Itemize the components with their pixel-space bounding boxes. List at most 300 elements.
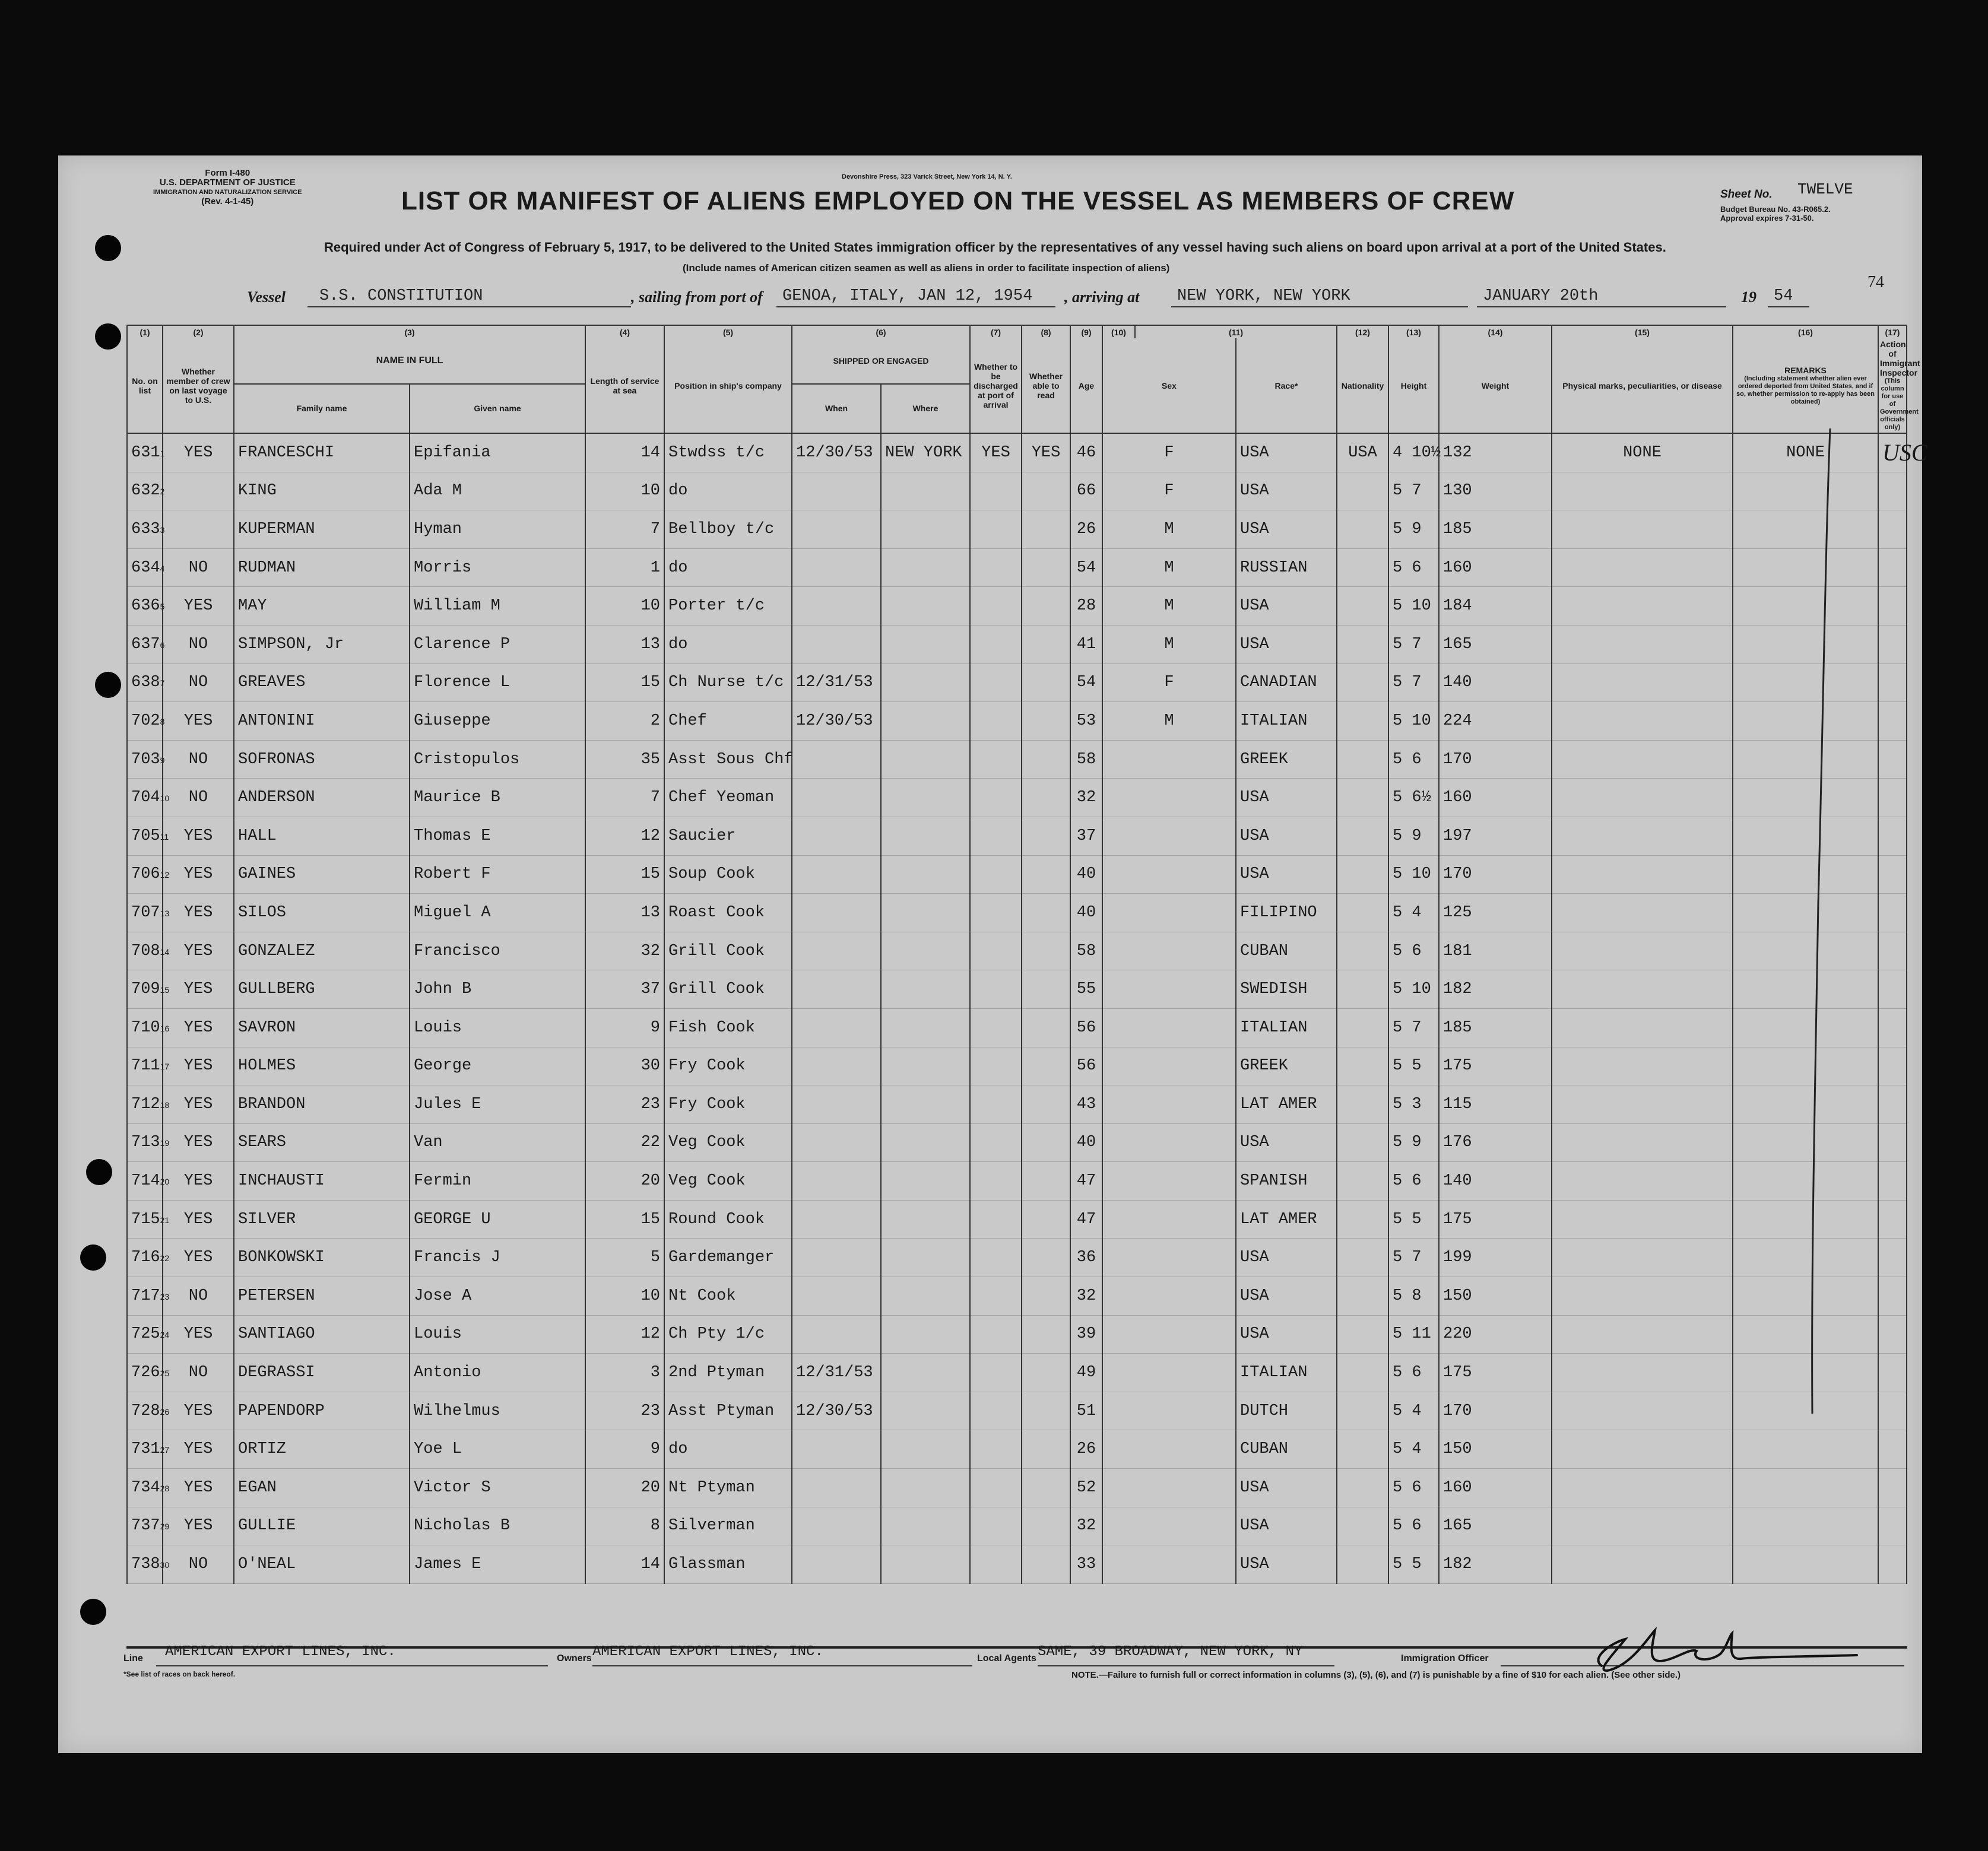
table-row	[127, 1392, 1907, 1430]
cell-given: William M	[410, 587, 585, 626]
cell-family: BONKOWSKI	[234, 1239, 410, 1277]
cell-discharged	[970, 855, 1022, 894]
cell-read	[1022, 1354, 1070, 1392]
cell-sex	[1102, 932, 1236, 970]
cell-family: BRANDON	[234, 1085, 410, 1124]
cell-when	[792, 1123, 881, 1162]
cell-height: 5 6	[1388, 740, 1439, 779]
cell-no	[127, 1085, 170, 1124]
cell-weight: 176	[1439, 1123, 1552, 1162]
cell-discharged	[970, 1392, 1022, 1430]
cell-position: Veg Cook	[664, 1123, 792, 1162]
list-number: 705	[131, 827, 160, 845]
cell-weight: 182	[1439, 1545, 1552, 1584]
cell-when	[792, 510, 881, 549]
cell-nationality	[1337, 702, 1388, 741]
cell-family: KING	[234, 472, 410, 510]
cell-weight: 140	[1439, 1162, 1552, 1201]
cell-read	[1022, 1162, 1070, 1201]
manifest-sheet	[58, 155, 1927, 1753]
cell-member: YES	[163, 1085, 234, 1124]
cell-no	[127, 548, 163, 587]
cell-given: Robert F	[410, 855, 585, 894]
cell-physical	[1552, 1008, 1733, 1047]
table-row	[127, 817, 1907, 855]
cell-nationality	[1337, 1392, 1388, 1430]
header-when: When	[792, 384, 881, 433]
cell-discharged	[970, 548, 1022, 587]
cell-weight: 160	[1439, 548, 1552, 587]
list-number: 637	[131, 635, 160, 653]
cell-age: 28	[1070, 587, 1102, 626]
cell-given: Miguel A	[410, 894, 585, 932]
cell-no	[127, 1008, 170, 1047]
cell-age: 32	[1070, 1277, 1102, 1316]
cell-sex	[1102, 1507, 1236, 1545]
cell-member: YES	[163, 587, 234, 626]
cell-sex: F	[1102, 433, 1236, 472]
inspector-check-line	[1800, 428, 1919, 1615]
line-number: 26	[160, 1406, 170, 1417]
cell-weight: 182	[1439, 970, 1552, 1009]
cell-position: Soup Cook	[664, 855, 792, 894]
col-num-4: (4)	[585, 325, 664, 338]
cell-height: 5 10	[1388, 702, 1439, 741]
cell-family: SOFRONAS	[234, 740, 410, 779]
cell-given: Yoe L	[410, 1430, 585, 1469]
cell-race: RUSSIAN	[1236, 548, 1337, 587]
cell-physical	[1552, 625, 1733, 663]
list-number: 738	[131, 1555, 160, 1574]
line-value: AMERICAN EXPORT LINES, INC.	[165, 1644, 396, 1660]
cell-member: YES	[163, 932, 234, 970]
cell-where	[881, 702, 970, 741]
cell-discharged	[970, 779, 1022, 817]
cell-discharged	[970, 587, 1022, 626]
list-number: 712	[131, 1095, 160, 1113]
line-number: 20	[160, 1177, 170, 1187]
cell-given: George	[410, 1047, 585, 1085]
cell-position: do	[664, 1430, 792, 1469]
cell-family: ANDERSON	[234, 779, 410, 817]
cell-race: LAT AMER	[1236, 1085, 1337, 1124]
cell-weight: 130	[1439, 472, 1552, 510]
header-nationality: Nationality	[1337, 338, 1388, 433]
cell-read	[1022, 1507, 1070, 1545]
list-number: 633	[131, 520, 160, 538]
cell-physical	[1552, 1047, 1733, 1085]
cell-physical	[1552, 932, 1733, 970]
owners-label: Owners	[557, 1653, 592, 1663]
cell-height: 5 3	[1388, 1085, 1439, 1124]
cell-read	[1022, 548, 1070, 587]
cell-length: 20	[585, 1162, 664, 1201]
cell-given: Louis	[410, 1008, 585, 1047]
cell-read	[1022, 1277, 1070, 1316]
cell-weight: 165	[1439, 625, 1552, 663]
cell-nationality	[1337, 625, 1388, 663]
list-number: 703	[131, 750, 160, 769]
cell-no	[127, 1277, 170, 1316]
cell-no	[127, 1200, 170, 1239]
line-number: 13	[160, 908, 170, 918]
line-number: 6	[160, 640, 165, 650]
cell-no	[127, 1123, 170, 1162]
line-number: 3	[160, 525, 165, 535]
cell-read	[1022, 663, 1070, 702]
cell-family: DEGRASSI	[234, 1354, 410, 1392]
col-num-12: (12)	[1337, 325, 1388, 338]
col-num-14: (14)	[1439, 325, 1552, 338]
cell-weight: 197	[1439, 817, 1552, 855]
cell-no	[127, 779, 170, 817]
list-number: 707	[131, 903, 160, 922]
cell-when	[792, 1085, 881, 1124]
cell-physical	[1552, 1315, 1733, 1354]
cell-physical	[1552, 702, 1733, 741]
header-weight: Weight	[1439, 338, 1552, 433]
cell-weight: 160	[1439, 1469, 1552, 1507]
cell-nationality	[1337, 970, 1388, 1009]
cell-discharged	[970, 702, 1022, 741]
cell-read	[1022, 1200, 1070, 1239]
cell-sex	[1102, 1162, 1236, 1201]
cell-physical	[1552, 1430, 1733, 1469]
col-num-13: (13)	[1388, 325, 1439, 338]
cell-position: Asst Ptyman	[664, 1392, 792, 1430]
cell-weight: 220	[1439, 1315, 1552, 1354]
cell-given: Van	[410, 1123, 585, 1162]
cell-family: EGAN	[234, 1469, 410, 1507]
cell-member: NO	[163, 779, 234, 817]
header-sex: Sex	[1102, 338, 1236, 433]
cell-height: 5 9	[1388, 817, 1439, 855]
cell-nationality	[1337, 1315, 1388, 1354]
line-number: 12	[160, 870, 170, 880]
cell-nationality	[1337, 1277, 1388, 1316]
cell-height: 5 5	[1388, 1200, 1439, 1239]
col-num-16: (16)	[1733, 325, 1878, 338]
cell-race: USA	[1236, 1123, 1337, 1162]
cell-no	[127, 1392, 170, 1430]
cell-position: do	[664, 625, 792, 663]
cell-no	[127, 817, 169, 855]
cell-no	[127, 472, 163, 510]
cell-length: 13	[585, 894, 664, 932]
cell-position: Porter t/c	[664, 587, 792, 626]
cell-physical	[1552, 1123, 1733, 1162]
cell-position: Grill Cook	[664, 970, 792, 1009]
cell-family: ANTONINI	[234, 702, 410, 741]
cell-no	[127, 1469, 170, 1507]
line-number: 28	[160, 1483, 170, 1493]
cell-age: 51	[1070, 1392, 1102, 1430]
cell-weight: 150	[1439, 1277, 1552, 1316]
cell-length: 23	[585, 1392, 664, 1430]
cell-height: 5 4	[1388, 1430, 1439, 1469]
line-number: 17	[160, 1062, 170, 1072]
cell-where	[881, 1315, 970, 1354]
cell-when	[792, 587, 881, 626]
arrival-year: 54	[1774, 287, 1793, 305]
cell-family: FRANCESCHI	[234, 433, 410, 472]
cell-race: USA	[1236, 1239, 1337, 1277]
cell-when	[792, 1469, 881, 1507]
cell-read	[1022, 1545, 1070, 1584]
punch-hole	[95, 672, 121, 698]
officer-signature	[1578, 1624, 1863, 1678]
cell-race: USA	[1236, 1277, 1337, 1316]
cell-race: USA	[1236, 510, 1337, 549]
cell-discharged	[970, 1200, 1022, 1239]
col-num-15: (15)	[1552, 325, 1733, 338]
header-action-title: Action of Immigrant Inspector	[1880, 339, 1920, 377]
cell-age: 54	[1070, 663, 1102, 702]
cell-where: NEW YORK	[881, 433, 970, 472]
owners-value: AMERICAN EXPORT LINES, INC.	[592, 1644, 823, 1660]
cell-race: CANADIAN	[1236, 663, 1337, 702]
budget-number: Budget Bureau No. 43-R065.2.	[1720, 205, 1831, 214]
penalty-note: NOTE.—Failure to furnish full or correct information in columns (3), (5), (6), and (7) is punishable by a fine of $10 for each alien. (See other side.)	[1071, 1670, 1681, 1680]
cell-physical	[1552, 587, 1733, 626]
cell-where	[881, 740, 970, 779]
cell-member: NO	[163, 740, 234, 779]
cell-family: HALL	[234, 817, 410, 855]
cell-read	[1022, 587, 1070, 626]
cell-race: SPANISH	[1236, 1162, 1337, 1201]
cell-member: YES	[163, 1315, 234, 1354]
cell-position: Nt Ptyman	[664, 1469, 792, 1507]
cell-member: YES	[163, 433, 234, 472]
punch-hole	[95, 323, 121, 350]
header-action-sub: (This column for use of Government officials only)	[1880, 377, 1919, 431]
cell-physical	[1552, 548, 1733, 587]
cell-when	[792, 1277, 881, 1316]
col-num-5: (5)	[664, 325, 792, 338]
cell-no	[127, 855, 170, 894]
cell-family: GREAVES	[234, 663, 410, 702]
table-row	[127, 433, 1907, 472]
cell-physical	[1552, 1239, 1733, 1277]
cell-physical	[1552, 1507, 1733, 1545]
cell-no	[127, 1354, 170, 1392]
table-row	[127, 1469, 1907, 1507]
cell-sex	[1102, 1430, 1236, 1469]
table-row	[127, 1354, 1907, 1392]
list-number: 632	[131, 482, 160, 500]
cell-length: 1	[585, 548, 664, 587]
cell-physical	[1552, 510, 1733, 549]
cell-no	[127, 1162, 170, 1201]
header-shipped-or-engaged: SHIPPED OR ENGAGED	[792, 338, 970, 384]
cell-age: 55	[1070, 970, 1102, 1009]
local-agents-label: Local Agents	[977, 1653, 1036, 1663]
cell-remarks: NONE	[1733, 433, 1878, 472]
cell-weight: 150	[1439, 1430, 1552, 1469]
cell-weight: 199	[1439, 1239, 1552, 1277]
cell-weight: 170	[1439, 1392, 1552, 1430]
table-row	[127, 587, 1907, 626]
cell-family: O'NEAL	[234, 1545, 410, 1584]
header-discharged: Whether to be discharged at port of arrival	[970, 338, 1022, 433]
cell-nationality	[1337, 855, 1388, 894]
cell-when	[792, 1545, 881, 1584]
cell-length: 12	[585, 1315, 664, 1354]
cell-when	[792, 1430, 881, 1469]
header-length-of-service: Length of service at sea	[585, 338, 664, 433]
cell-read	[1022, 970, 1070, 1009]
cell-member: NO	[163, 548, 234, 587]
cell-discharged	[970, 1469, 1022, 1507]
cell-nationality	[1337, 510, 1388, 549]
vessel-name: S.S. CONSTITUTION	[319, 287, 483, 305]
cell-physical	[1552, 663, 1733, 702]
cell-no	[127, 1545, 170, 1584]
cell-given: GEORGE U	[410, 1200, 585, 1239]
cell-age: 37	[1070, 817, 1102, 855]
header-given-name: Given name	[410, 384, 585, 433]
cell-nationality	[1337, 472, 1388, 510]
col-num-2: (2)	[163, 325, 234, 338]
cell-discharged	[970, 740, 1022, 779]
cell-length: 13	[585, 625, 664, 663]
cell-height: 5 6	[1388, 1469, 1439, 1507]
cell-no	[127, 702, 163, 741]
cell-race: USA	[1236, 1315, 1337, 1354]
cell-nationality	[1337, 817, 1388, 855]
cell-position: do	[664, 472, 792, 510]
cell-position: Veg Cook	[664, 1162, 792, 1201]
cell-read	[1022, 894, 1070, 932]
cell-nationality	[1337, 1123, 1388, 1162]
cell-sex: M	[1102, 587, 1236, 626]
punch-hole	[95, 235, 121, 261]
line-number: 9	[160, 755, 165, 765]
cell-weight: 175	[1439, 1200, 1552, 1239]
table-row	[127, 932, 1907, 970]
line-number: 23	[160, 1291, 170, 1301]
cell-family: GONZALEZ	[234, 932, 410, 970]
cell-position: Grill Cook	[664, 932, 792, 970]
cell-age: 53	[1070, 702, 1102, 741]
cell-given: Antonio	[410, 1354, 585, 1392]
cell-member: YES	[163, 970, 234, 1009]
document-subtitle-note: (Include names of American citizen seamen as well as aliens in order to facilitate inspection of aliens)	[683, 262, 1170, 274]
cell-age: 56	[1070, 1008, 1102, 1047]
cell-when	[792, 1162, 881, 1201]
cell-nationality	[1337, 1239, 1388, 1277]
list-number: 737	[131, 1517, 160, 1535]
cell-where	[881, 817, 970, 855]
cell-length: 35	[585, 740, 664, 779]
cell-nationality	[1337, 779, 1388, 817]
cell-sex	[1102, 1008, 1236, 1047]
list-number: 638	[131, 674, 160, 692]
cell-length: 23	[585, 1085, 664, 1124]
cell-family: SIMPSON, Jr	[234, 625, 410, 663]
cell-position: Saucier	[664, 817, 792, 855]
cell-read	[1022, 1085, 1070, 1124]
cell-given: Ada M	[410, 472, 585, 510]
cell-height: 5 10	[1388, 855, 1439, 894]
cell-weight: 175	[1439, 1354, 1552, 1392]
cell-age: 40	[1070, 855, 1102, 894]
cell-length: 12	[585, 817, 664, 855]
cell-weight: 160	[1439, 779, 1552, 817]
cell-weight: 184	[1439, 587, 1552, 626]
cell-given: Francis J	[410, 1239, 585, 1277]
cell-when	[792, 1200, 881, 1239]
header-member-last-voyage: Whether member of crew on last voyage to U.S.	[163, 338, 234, 433]
cell-physical	[1552, 740, 1733, 779]
header-able-to-read: Whether able to read	[1022, 338, 1070, 433]
cell-family: INCHAUSTI	[234, 1162, 410, 1201]
cell-sex	[1102, 894, 1236, 932]
cell-no	[127, 663, 163, 702]
cell-given: Maurice B	[410, 779, 585, 817]
cell-race: USA	[1236, 1507, 1337, 1545]
cell-position: Stwdss t/c	[664, 433, 792, 472]
cell-family: KUPERMAN	[234, 510, 410, 549]
cell-weight: 170	[1439, 855, 1552, 894]
cell-sex	[1102, 1315, 1236, 1354]
list-number: 714	[131, 1172, 160, 1190]
cell-read	[1022, 1008, 1070, 1047]
table-row	[127, 1239, 1907, 1277]
cell-length: 7	[585, 779, 664, 817]
cell-sex: F	[1102, 472, 1236, 510]
cell-sex	[1102, 817, 1236, 855]
cell-discharged	[970, 1008, 1022, 1047]
cell-no	[127, 625, 163, 663]
cell-member: YES	[163, 817, 234, 855]
document-title: LIST OR MANIFEST OF ALIENS EMPLOYED ON THE VESSEL AS MEMBERS OF CREW	[401, 186, 1515, 215]
cell-where	[881, 1162, 970, 1201]
cell-position: Gardemanger	[664, 1239, 792, 1277]
cell-read	[1022, 1392, 1070, 1430]
document-subtitle: Required under Act of Congress of February 5, 1917, to be delivered to the United States immigration officer by the representatives of any vessel having such aliens on board upon arrival at a port of the United States.	[324, 240, 1666, 255]
cell-length: 7	[585, 510, 664, 549]
cell-member: YES	[163, 1200, 234, 1239]
list-number: 717	[131, 1287, 160, 1305]
cell-when	[792, 1315, 881, 1354]
cell-length: 15	[585, 663, 664, 702]
cell-sex: M	[1102, 510, 1236, 549]
port-of-departure: GENOA, ITALY, JAN 12, 1954	[782, 287, 1033, 305]
cell-sex: M	[1102, 548, 1236, 587]
table-row	[127, 510, 1907, 549]
col-num-9: (9)	[1070, 325, 1102, 338]
sheet-label: Sheet No.	[1720, 188, 1773, 201]
cell-weight: 170	[1439, 740, 1552, 779]
budget-info	[1720, 205, 1831, 223]
cell-read	[1022, 1469, 1070, 1507]
header-family-name: Family name	[234, 384, 410, 433]
cell-when: 12/30/53	[792, 702, 881, 741]
cell-where	[881, 1047, 970, 1085]
cell-age: 52	[1070, 1469, 1102, 1507]
cell-no	[127, 894, 170, 932]
cell-given: Morris	[410, 548, 585, 587]
cell-length: 14	[585, 1545, 664, 1584]
cell-physical	[1552, 779, 1733, 817]
cell-position: Glassman	[664, 1545, 792, 1584]
cell-position: Silverman	[664, 1507, 792, 1545]
cell-age: 40	[1070, 1123, 1102, 1162]
cell-race: USA	[1236, 625, 1337, 663]
cell-discharged	[970, 1354, 1022, 1392]
cell-sex: M	[1102, 625, 1236, 663]
